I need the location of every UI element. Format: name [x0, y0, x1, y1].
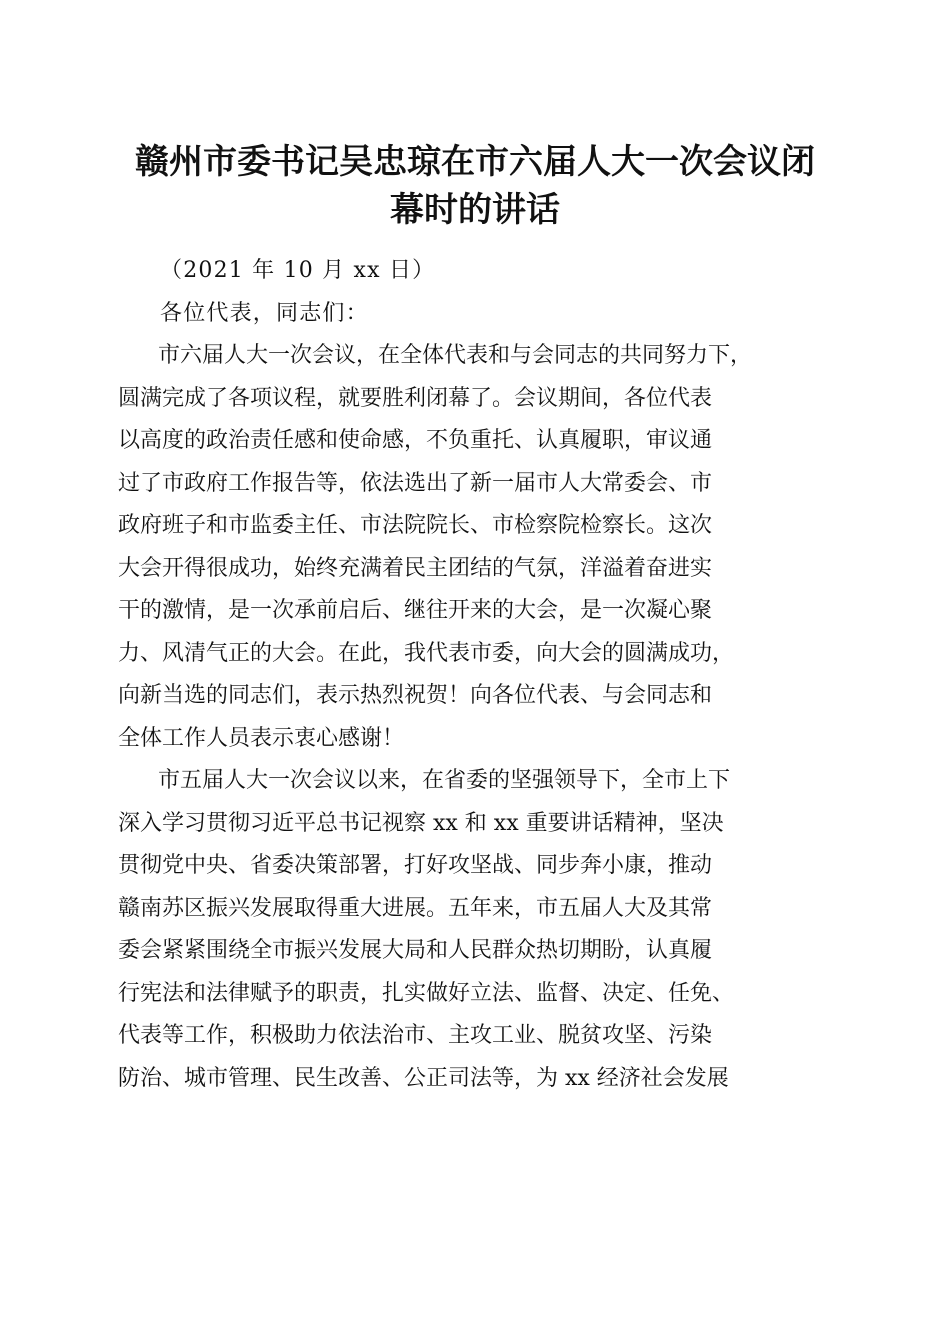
- text-line: 委会紧紧围绕全市振兴发展大局和人民群众热切期盼，认真履: [118, 938, 713, 963]
- text-line: 大会开得很成功，始终充满着民主团结的气氛，洋溢着奋进实: [118, 555, 713, 581]
- text-line: 以高度的政治责任感和使命感，不负重托、认真履职，审议通: [118, 428, 713, 453]
- text-line: 市六届人大一次会议，在全体代表和与会同志的共同努力下，: [158, 343, 753, 368]
- text-line: 政府班子和市监委主任、市法院院长、市检察院检察长。这次: [118, 513, 713, 538]
- document-title: [100, 138, 850, 234]
- text-line: 市五届人大一次会议以来，在省委的坚强领导下，全市上下: [158, 768, 731, 793]
- text-line: 代表等工作，积极助力依法治市、主攻工业、脱贫攻坚、污染: [118, 1023, 713, 1048]
- title-line-2: 幕时的讲话: [390, 190, 560, 230]
- paragraph-2: [118, 760, 838, 1100]
- text-line: 行宪法和法律赋予的职责，扎实做好立法、监督、决定、任免、: [118, 980, 735, 1006]
- speech-date: （2021 年 10 月 xx 日）: [160, 258, 436, 283]
- text-line: 过了市政府工作报告等，依法选出了新一届市人大常委会、市: [118, 470, 713, 496]
- text-line: 全体工作人员表示衷心感谢！: [118, 725, 405, 751]
- text-line: 赣南苏区振兴发展取得重大进展。五年来，市五届人大及其常: [118, 895, 713, 921]
- text-line: 深入学习贯彻习近平总书记视察 xx 和 xx 重要讲话精神，坚决: [118, 810, 724, 836]
- text-line: 力、风清气正的大会。在此，我代表市委，向大会的圆满成功，: [118, 640, 735, 666]
- text-line: 干的激情，是一次承前启后、继往开来的大会，是一次凝心聚: [118, 598, 713, 623]
- paragraph-1: [118, 335, 838, 760]
- title-line-1: 赣州市委书记吴忠琼在市六届人大一次会议闭: [135, 142, 815, 182]
- salutation: 各位代表，同志们：: [160, 300, 369, 326]
- document-body: [118, 250, 838, 1100]
- text-line: 圆满完成了各项议程，就要胜利闭幕了。会议期间，各位代表: [118, 385, 713, 411]
- text-line: 防治、城市管理、民生改善、公正司法等，为 xx 经济社会发展: [118, 1065, 729, 1091]
- text-line: 向新当选的同志们，表示热烈祝贺！向各位代表、与会同志和: [118, 683, 713, 708]
- text-line: 贯彻党中央、省委决策部署，打好攻坚战、同步奔小康，推动: [118, 853, 713, 878]
